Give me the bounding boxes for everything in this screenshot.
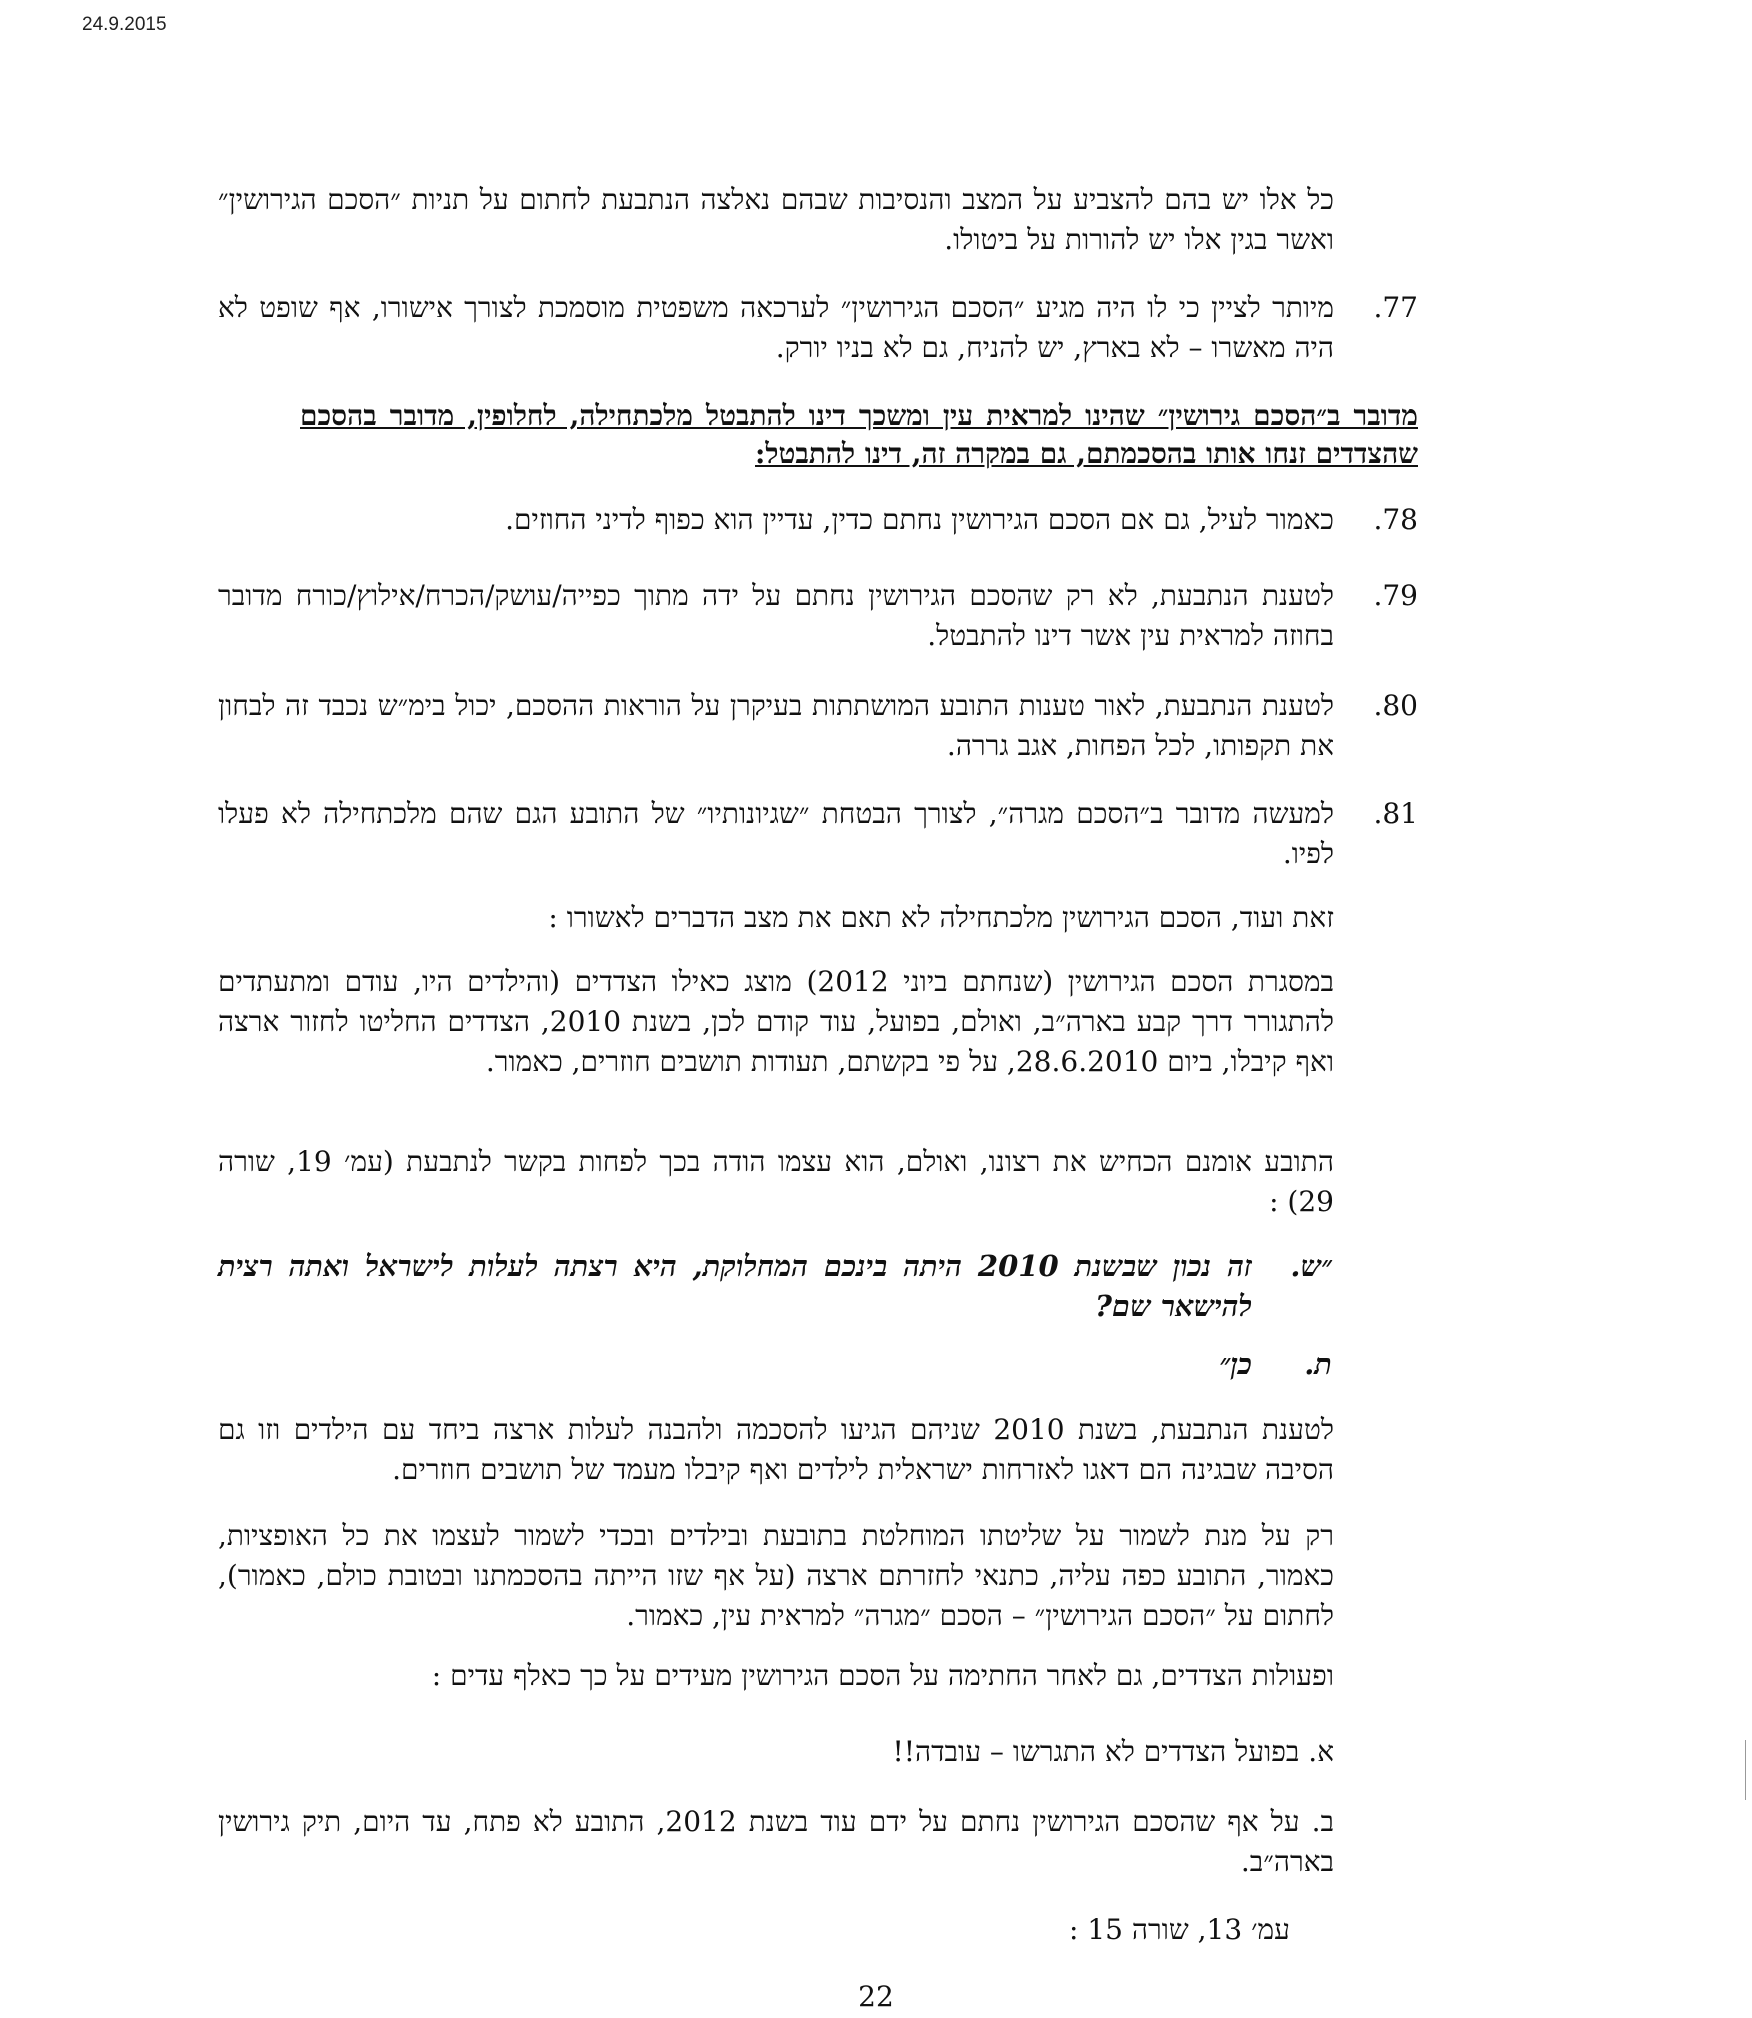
reference-line: עמ׳ 13, שורה 15 : [1069, 1913, 1290, 1946]
paragraph-text: לטענת הנתבעת, לא רק שהסכם הגירושין נחתם על ידה מתוך כפייה/עושק/הכרח/אילוץ/כורח מדובר בחוזה למראית עין אשר דינו להתבטל. [218, 579, 1334, 652]
paragraph-text: כאמור לעיל, גם אם הסכם הגירושין נחתם כדין, עדיין הוא כפוף לדיני החוזים. [505, 503, 1334, 536]
page-number: 22 [858, 1980, 894, 2013]
paragraph-upeulot: ופעולות הצדדים, גם לאחר החתימה על הסכם הגירושין מעידים על כך כאלף עדים : [431, 1659, 1334, 1692]
question-text: זה נכון שבשנת 2010 היתה בינכם המחלוקת, היא רצתה לעלות לישראל ואתה רצית להישאר שם? [218, 1249, 1252, 1323]
paragraph-number: .80 [1373, 689, 1418, 722]
paragraph-78 [218, 500, 1418, 540]
section-heading: מדובר ב״הסכם גירושין״ שהינו למראית עין ומשכך דינו להתבטל מלכתחילה, לחלופין, מדובר בהסכם שהצדדים זנחו אותו בהסכמתם, גם במקרה זה, דינו להתבטל: [300, 399, 1418, 470]
list-item-b: ב. על אף שהסכם הגירושין נחתם על ידם עוד בשנת 2012, התובע לא פתח, עד היום, תיק גירושין בארה״ב. [218, 1805, 1334, 1878]
paragraph-text: למעשה מדובר ב״הסכם מגרה״, לצורך הבטחת ״שגיונותיו״ של התובע הגם שהם מלכתחילה לא פעלו לפיו. [218, 797, 1334, 870]
list-item-a: א. בפועל הצדדים לא התגרשו – עובדה!! [892, 1735, 1334, 1768]
paragraph-number: .77 [1373, 291, 1418, 324]
quote-answer [218, 1344, 1332, 1384]
paragraph-zot: זאת ועוד, הסכם הגירושין מלכתחילה לא תאם את מצב הדברים לאשורו : [548, 901, 1334, 934]
paragraph-text: לטענת הנתבעת, לאור טענות התובע המושתתות בעיקרן על הוראות ההסכם, יכול בימ״ש נכבד זה לבחון את תקפותו, לכל הפחות, אגב גררה. [218, 689, 1334, 762]
paragraph-tovea: התובע אומנם הכחיש את רצונו, ואולם, הוא עצמו הודה בכך לפחות בקשר לנתבעת (עמ׳ 19, שורה 29) : [218, 1145, 1334, 1218]
paragraph-80 [218, 686, 1418, 766]
paragraph-number: .78 [1373, 503, 1418, 536]
answer-text: כן״ [1219, 1347, 1252, 1381]
paragraph-79 [218, 576, 1418, 656]
paragraph-taanat: לטענת הנתבעת, בשנת 2010 שניהם הגיעו להסכמה ולהבנה לעלות ארצה ביחד עם הילדים וזו גם הסיבה שבגינה הם דאגו לאזרחות ישראלית לילדים ואף קיבלו מעמד של תושבים חוזרים. [218, 1413, 1334, 1486]
paragraph-81 [218, 794, 1418, 874]
scan-margin-mark [1745, 1740, 1746, 1800]
paragraph-number: .81 [1373, 797, 1418, 830]
question-label: ״ש. [1290, 1249, 1332, 1283]
paragraph-rak: רק על מנת לשמור על שליטתו המוחלטת בתובעת ובילדים ובכדי לשמור לעצמו את כל האופציות, כאמור, התובע כפה עליה, כתנאי לחזרתם ארצה (על אף שזו הייתה בהסכמתנו ובטובת כולם, כאמור), לחתום על ״הסכם הגירושין״ – הסכם ״מגרה״ למראית עין, כאמור. [218, 1519, 1335, 1632]
paragraph-number: .79 [1373, 579, 1418, 612]
paragraph-text: מיותר לציין כי לו היה מגיע ״הסכם הגירושין״ לערכאה משפטית מוסמכת לצורך אישורו, אף שופט לא היה מאשרו – לא בארץ, יש להניח, גם לא בניו יורק. [218, 291, 1334, 364]
answer-label: ת. [1304, 1347, 1332, 1381]
document-date: 24.9.2015 [82, 14, 167, 35]
paragraph-77 [218, 288, 1418, 368]
paragraph-misgeret: במסגרת הסכם הגירושין (שנחתם ביוני 2012) מוצג כאילו הצדדים (והילדים היו, עודם ומתעתדים להתגורר דרך קבע בארה״ב, ואולם, בפועל, עוד קודם לכן, בשנת 2010, הצדדים החליטו לחזור ארצה ואף קיבלו, ביום 28.6.2010, על פי בקשתם, תעודות תושבים חוזרים, כאמור. [218, 965, 1334, 1078]
paragraph-intro: כל אלו יש בהם להצביע על המצב והנסיבות שבהם נאלצה הנתבעת לחתום על תניות ״הסכם הגירושין״ ואשר בגין אלו יש להורות על ביטולו. [218, 183, 1334, 256]
quote-question [218, 1246, 1332, 1326]
